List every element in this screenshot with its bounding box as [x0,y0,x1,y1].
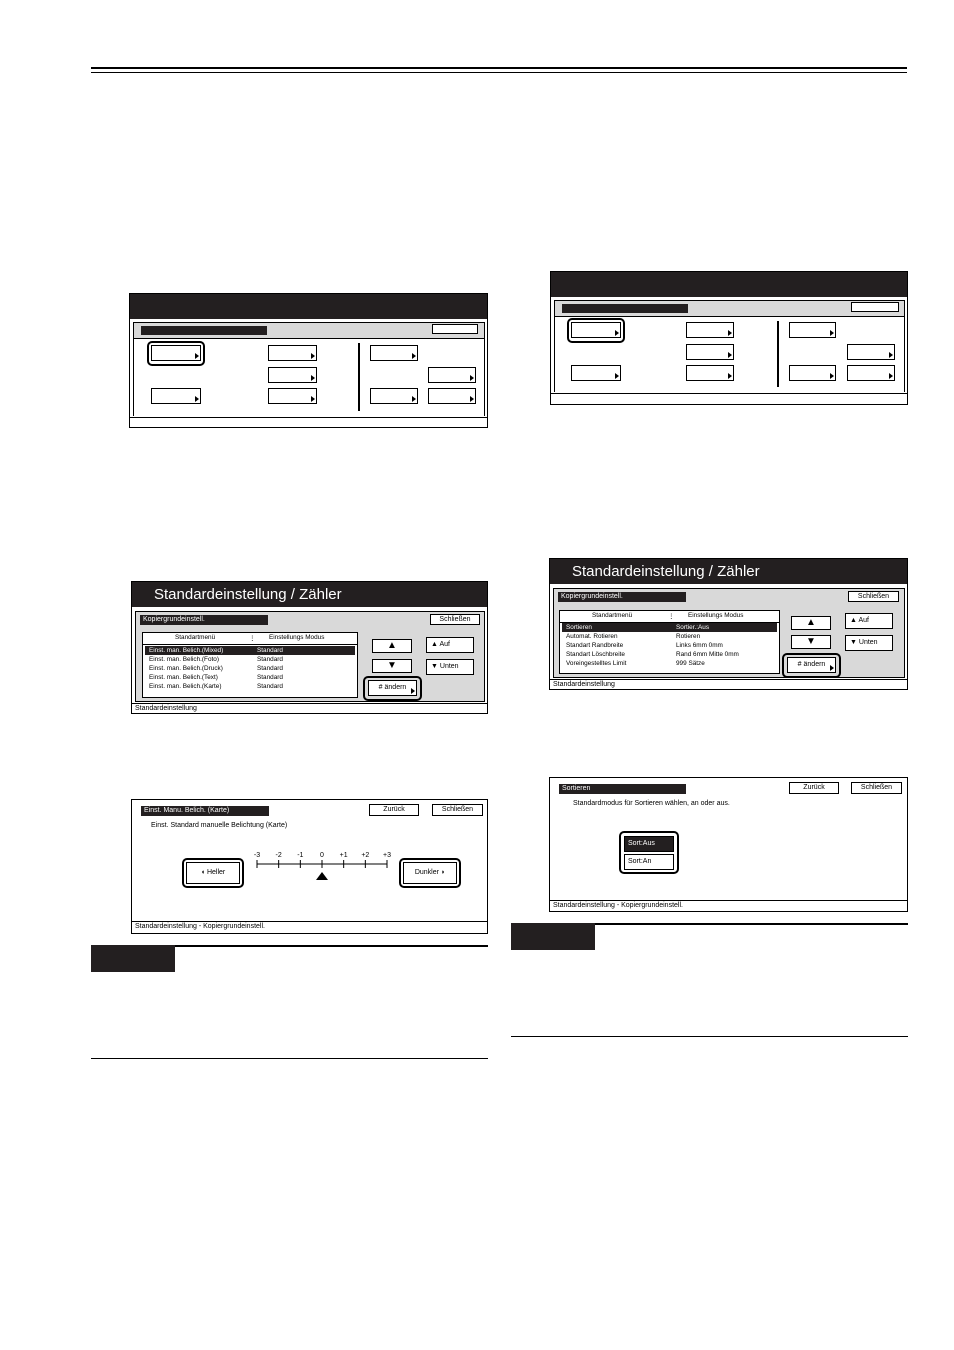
table-row[interactable]: Einst. man. Belich.(Foto) Standard [149,656,283,663]
half-moon-light-icon: ◖ [200,869,205,876]
page-down-label: Unten [858,639,878,646]
scroll-down-button[interactable]: ▼ [791,635,831,649]
menu-divider [358,343,360,411]
menu-button-3[interactable] [686,344,734,360]
section-label: Kopiergrundeinstell. [140,615,268,625]
table-row[interactable]: Einst. man. Belich.(Mixed) Standard [145,646,355,655]
status-bar: Standardeinstellung - Kopiergrundeinstell. [132,921,487,933]
generic-menu-screen-left [129,293,488,428]
status-bar: Standardeinstellung [550,679,907,690]
table-row[interactable]: Einst. man. Belich.(Karte) Standard [149,683,283,690]
page-up-label: Auf [439,641,451,648]
up-arrow-icon: ▲ [850,617,857,624]
scale-tick-label: -1 [297,852,304,859]
current-level-pointer [316,872,328,880]
col-divider: ⋮ [668,613,675,620]
screen-title: Standardeinstellung / Zähler [550,559,907,584]
scroll-up-button[interactable]: ▲ [372,639,412,653]
menu-button-5[interactable] [268,388,317,404]
change-button[interactable]: # ändern [368,680,417,696]
status-bar [551,393,907,405]
half-moon-dark-icon: ◗ [440,869,446,876]
scale-tick-label: +1 [339,852,348,859]
manual-exposure-screen [131,799,488,934]
sort-off-option[interactable]: Sort:Aus [624,836,674,852]
menu-button-5[interactable] [686,365,734,381]
page-down-label: Unten [439,663,459,670]
menu-button-8[interactable] [370,388,418,404]
exposure-panel [135,803,485,920]
col-mode-header: Einstellungs Modus [688,612,744,619]
scale-tick-label: -3 [253,852,261,859]
menu-button-8[interactable] [789,365,836,381]
darker-button[interactable] [403,862,457,884]
note-rule-bottom-right [511,1036,908,1037]
page-down-button[interactable] [426,659,474,675]
menu-button-6[interactable] [370,345,418,361]
table-header [143,633,357,645]
close-button[interactable]: Schließen [848,591,899,602]
col-mode-header: Einstellungs Modus [269,634,325,641]
page-down-button[interactable] [845,635,893,651]
section-label: Einst. Manu. Belich. (Karte) [141,806,269,816]
back-button[interactable]: Zurück [369,804,419,816]
table-row[interactable]: Standart Randbreite Links 6mm 0mm [566,642,723,649]
sort-mode-screen [549,777,908,912]
menu-button-2[interactable] [686,322,734,338]
up-arrow-icon: ▲ [431,641,438,648]
table-row[interactable]: Sortieren Sortier.:Aus [562,623,777,632]
sort-panel [553,781,905,899]
table-row[interactable]: Einst. man. Belich.(Druck) Standard [149,665,283,672]
page-up-button[interactable] [426,637,474,653]
note-label-tab-left [91,945,175,972]
menu-button-1[interactable] [151,345,201,361]
section-label: Sortieren [559,784,686,794]
down-arrow-icon: ▼ [431,663,438,670]
menu-button-2[interactable] [268,345,317,361]
table-row[interactable]: Einst. man. Belich.(Text) Standard [149,674,283,681]
menu-panel [133,322,485,416]
instruction-text: Standardmodus für Sortieren wählen, an oder aus. [573,800,730,807]
section-label: Kopiergrundeinstell. [558,592,686,602]
down-arrow-icon: ▼ [850,639,857,646]
status-bar: Standardeinstellung - Kopiergrundeinstell. [550,900,907,912]
settings-table [559,610,780,674]
settings-panel [553,588,905,678]
header-rule-thin [91,72,907,73]
title-bar [130,294,487,319]
darker-label: Dunkler [414,869,439,876]
header-rule-thick [91,67,907,69]
title-bar [551,272,907,297]
scale-tick-label: 0 [320,852,324,859]
back-button[interactable]: Zurück [789,782,839,794]
scroll-up-button[interactable]: ▲ [791,616,831,630]
menu-button-9[interactable] [847,365,895,381]
scale-tick-label: +3 [383,852,391,859]
menu-button-4[interactable] [571,365,621,381]
note-label-tab-right [511,923,595,950]
close-button[interactable]: Schließen [430,614,480,625]
scale-tick-label: -2 [275,852,282,859]
screen-title: Standardeinstellung / Zähler [132,582,487,607]
scroll-down-button[interactable]: ▼ [372,659,412,673]
sort-on-option[interactable]: Sort:An [624,854,674,870]
menu-button-9[interactable] [428,388,476,404]
lighter-button[interactable] [186,862,240,884]
col-menu-header: Standartmenü [592,612,633,619]
standard-settings-screen-sort [549,558,908,690]
table-row[interactable]: Voreingestelltes Limit 999 Sätze [566,660,705,667]
exposure-scale [247,848,397,884]
table-header [560,611,779,623]
page-up-label: Auf [858,617,870,624]
close-button[interactable]: Schließen [432,804,483,816]
table-row[interactable]: Automat. Rotieren Rotieren [566,633,701,640]
status-bar: Standardeinstellung [132,703,487,714]
standard-settings-screen-exposure [131,581,488,714]
col-divider: ⋮ [249,635,256,642]
menu-button-7[interactable] [428,367,476,383]
table-row[interactable]: Standart Löschbreite Rand 6mm Mitte 0mm [566,651,739,658]
menu-button-7[interactable] [847,344,895,360]
menu-button-6[interactable] [789,322,836,338]
page-up-button[interactable] [845,613,893,629]
menu-button-4[interactable] [151,388,201,404]
close-button[interactable]: Schließen [851,782,902,794]
change-button[interactable]: # ändern [787,657,836,673]
lighter-label: Heller [206,869,226,876]
menu-panel [554,300,905,392]
section-bar [141,326,267,335]
scale-tick-label: +2 [361,852,370,859]
status-bar [130,417,487,428]
section-bar [562,304,688,313]
menu-button-1[interactable] [571,322,621,338]
generic-menu-screen-right [550,271,908,405]
menu-divider [777,321,779,387]
settings-table [142,632,358,698]
close-button[interactable] [851,302,899,312]
note-rule-bottom-left [91,1058,488,1059]
close-button[interactable] [432,324,478,334]
instruction-text: Einst. Standard manuelle Belichtung (Karte) [151,822,288,829]
settings-panel [135,611,485,702]
col-menu-header: Standartmenü [175,634,216,641]
menu-button-3[interactable] [268,367,317,383]
